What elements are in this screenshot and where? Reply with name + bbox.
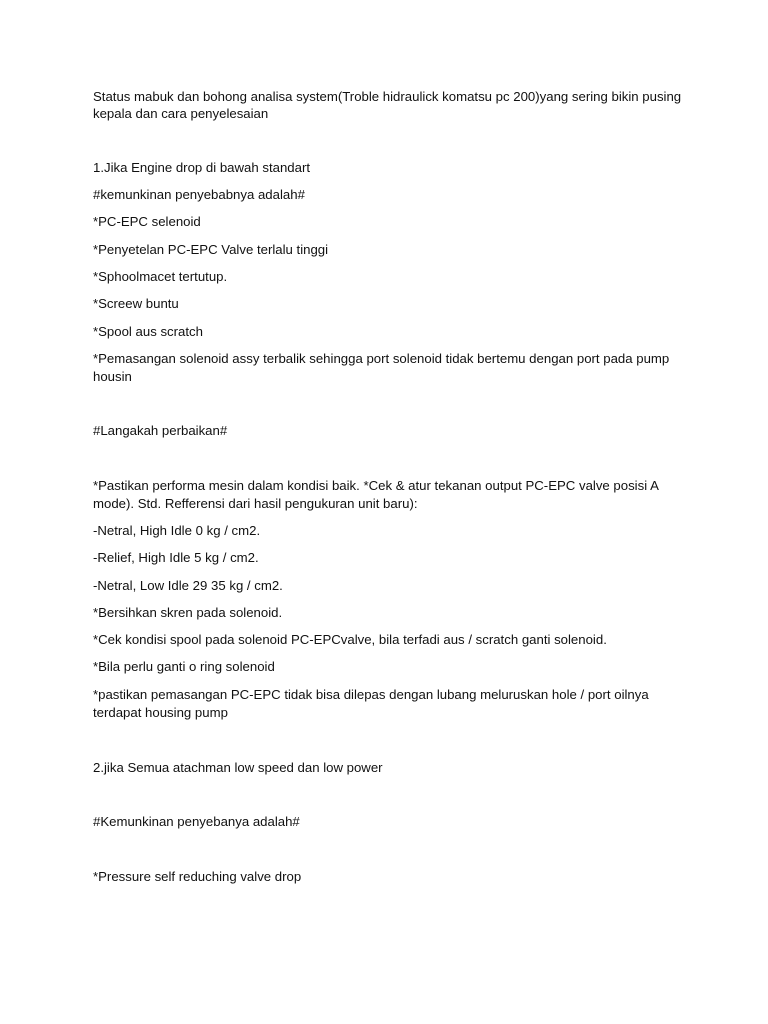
repair-heading: #Langakah perbaikan# [93, 423, 228, 438]
section1-cause-item: *Spool aus scratch [93, 324, 203, 339]
section1-causes-heading: #kemunkinan penyebabnya adalah# [93, 187, 305, 202]
repair-intro-line-2: mode). Std. Refferensi dari hasil pengukuran unit baru): [93, 496, 418, 511]
repair-step: *Cek kondisi spool pada solenoid PC-EPCvalve, bila terfadi aus / scratch ganti solenoid. [93, 632, 607, 647]
repair-step: -Netral, Low Idle 29 35 kg / cm2. [93, 578, 283, 593]
section2-causes-heading: #Kemunkinan penyebanya adalah# [93, 814, 300, 829]
repair-step: *Bersihkan skren pada solenoid. [93, 605, 283, 620]
repair-step: -Netral, High Idle 0 kg / cm2. [93, 523, 261, 538]
repair-intro-line-1: *Pastikan performa mesin dalam kondisi baik. *Cek & atur tekanan output PC-EPC valve posisi A [93, 478, 659, 493]
document-title-line-2: kepala dan cara penyelesaian [93, 106, 269, 121]
section1-cause-item: *Screew buntu [93, 296, 179, 311]
section1-cause-item: *PC-EPC selenoid [93, 214, 201, 229]
section2-cause-item: *Pressure self reduching valve drop [93, 869, 302, 884]
section2-heading: 2.jika Semua atachman low speed dan low power [93, 760, 383, 775]
repair-step: -Relief, High Idle 5 kg / cm2. [93, 550, 259, 565]
repair-last-line-2: terdapat housing pump [93, 705, 228, 720]
section1-cause-item-line-2: housin [93, 369, 132, 384]
section1-heading: 1.Jika Engine drop di bawah standart [93, 160, 311, 175]
section1-cause-item-line-1: *Pemasangan solenoid assy terbalik sehingga port solenoid tidak bertemu dengan port pada pump [93, 351, 670, 366]
repair-step: *Bila perlu ganti o ring solenoid [93, 659, 275, 674]
section1-cause-item: *Penyetelan PC-EPC Valve terlalu tinggi [93, 242, 329, 257]
document-title-line-1: Status mabuk dan bohong analisa system(Troble hidraulick komatsu pc 200)yang sering bikin pusing [93, 89, 682, 104]
repair-last-line-1: *pastikan pemasangan PC-EPC tidak bisa dilepas dengan lubang meluruskan hole / port oilnya [93, 687, 649, 702]
section1-cause-item: *Sphoolmacet tertutup. [93, 269, 228, 284]
